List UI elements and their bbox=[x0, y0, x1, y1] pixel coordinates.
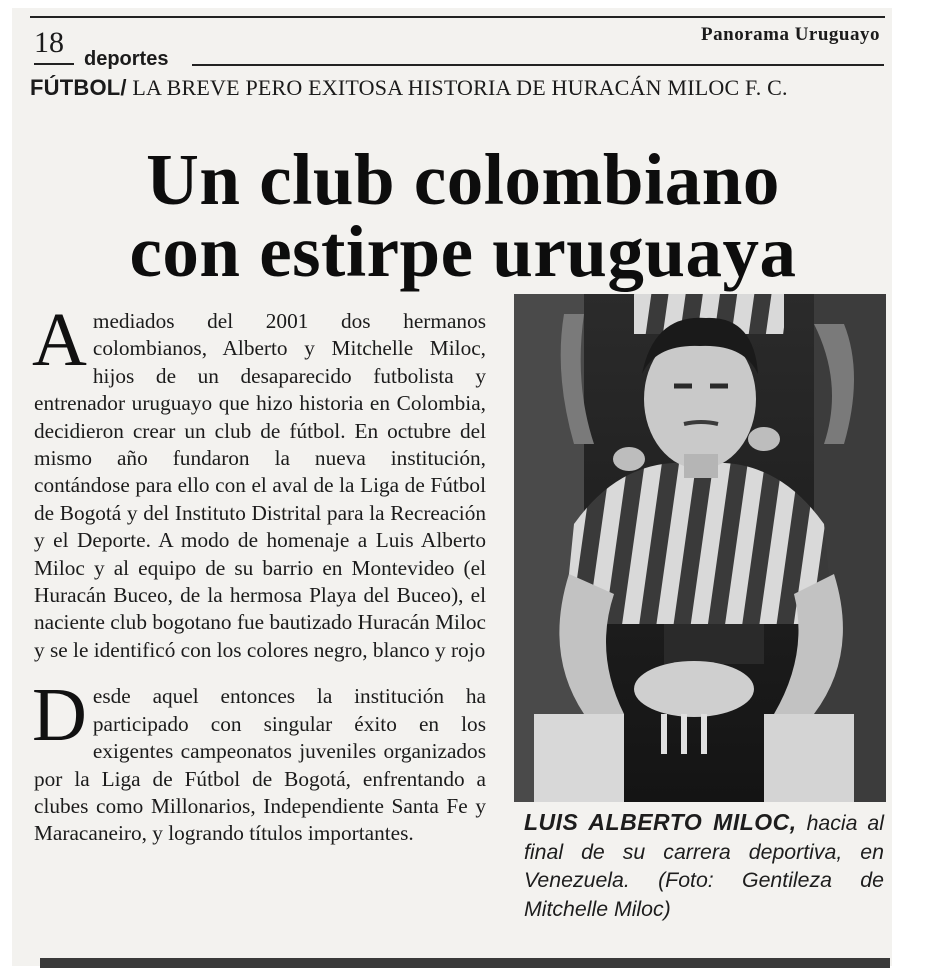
drop-cap: A bbox=[32, 298, 87, 382]
paragraph-2-text: esde aquel entonces la institución ha participado con singular éxito en los exigentes campeonatos juveniles organizados por la Liga de Fútbol de Bogotá, enfrentando a clubes como Millonarios, Independiente Santa Fe y Maracaneiro, y logrando títulos importantes. bbox=[34, 684, 486, 846]
section-label: deportes bbox=[84, 48, 169, 70]
page-number: 18 bbox=[34, 26, 64, 59]
kicker-text: LA BREVE PERO EXITOSA HISTORIA DE HURACÁN MILOC F. C. bbox=[132, 75, 788, 100]
caption-text: hacia al final de su carrera deportiva, en Venezuela. (Foto: Gentileza de Mitchelle Miloc) bbox=[524, 811, 884, 921]
paragraph-1 bbox=[32, 298, 486, 664]
article-body bbox=[32, 298, 486, 848]
page-edge-strip bbox=[893, 0, 927, 968]
newspaper-page bbox=[12, 8, 892, 966]
page-number-underline bbox=[34, 63, 74, 65]
paragraph-2 bbox=[32, 673, 486, 847]
paragraph-1-text: mediados del 2001 dos hermanos colombianos, Alberto y Mitchelle Miloc, hijos de un desaparecido futbolista y entrenador uruguayo que hizo historia en Colombia, decidieron crear un club de fútbol. En octubre del mismo año fundaron la nueva institución, contándose para ello con el aval de la Liga de Fútbol de Bogotá y del Instituto Distrital para la Recreación y el Deporte. A modo de homenaje a Luis Alberto Miloc y al equipo de su barrio en Montevideo (el Huracán Buceo, de la hermosa Playa del Buceo), el naciente club bogotano fue bautizado Huracán Miloc y se le identificó con los colores negro, blanco y rojo bbox=[34, 309, 486, 662]
player-photo-illustration bbox=[514, 294, 886, 802]
kicker bbox=[30, 75, 890, 101]
section-rule bbox=[192, 64, 884, 66]
headline bbox=[38, 139, 888, 292]
headline-line-1: Un club colombiano bbox=[146, 139, 780, 220]
kicker-category: FÚTBOL/ bbox=[30, 75, 127, 100]
player-photo bbox=[514, 294, 886, 802]
publication-name: Panorama Uruguayo bbox=[701, 24, 880, 45]
bottom-photo-edge bbox=[40, 958, 890, 968]
top-rule bbox=[30, 16, 885, 18]
photo-caption bbox=[524, 808, 884, 923]
caption-name: LUIS ALBERTO MILOC, bbox=[524, 809, 797, 835]
headline-line-2: con estirpe uruguaya bbox=[129, 211, 797, 292]
drop-cap: D bbox=[32, 673, 87, 758]
